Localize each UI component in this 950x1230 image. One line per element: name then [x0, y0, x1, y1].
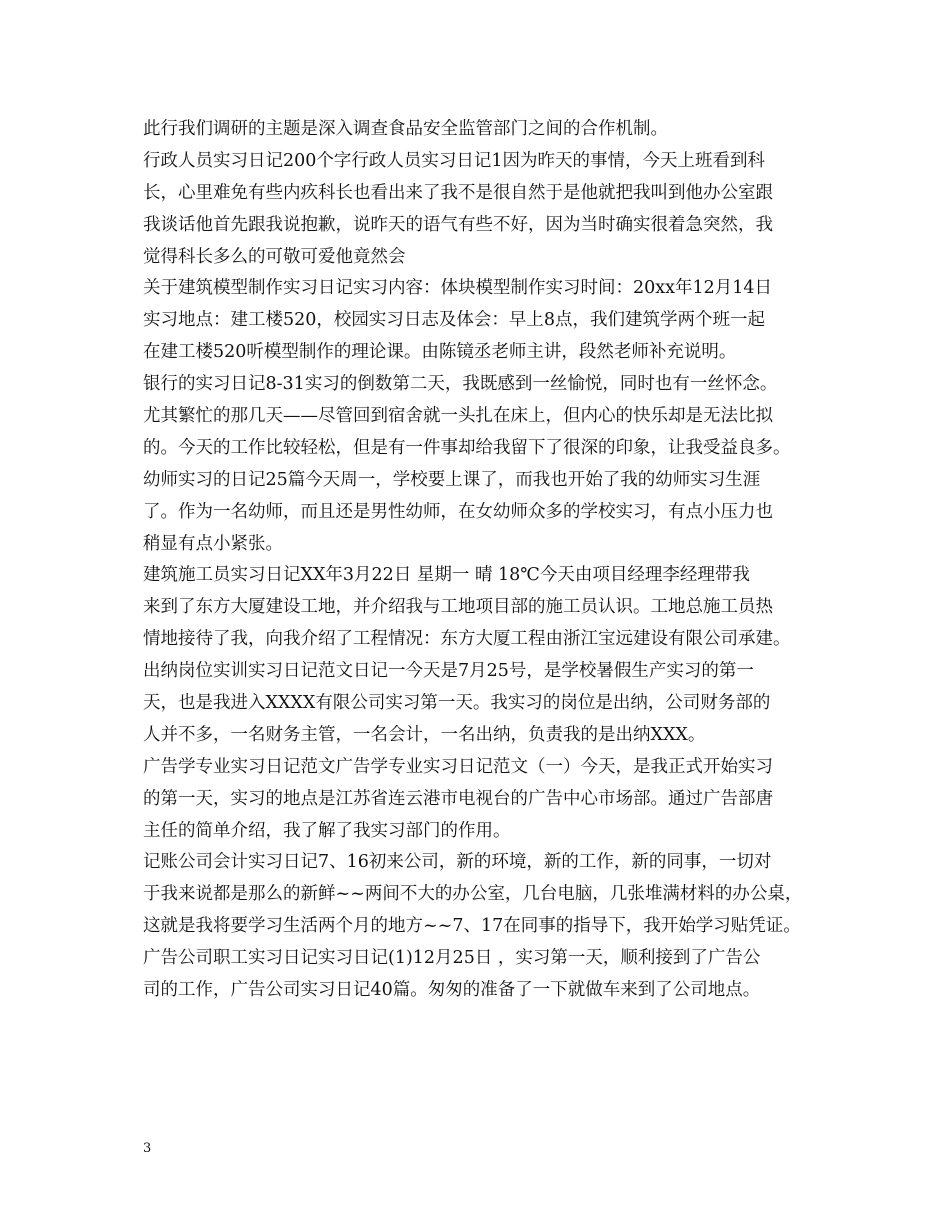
text-line: 关于建筑模型制作实习日记实习内容：体块模型制作实习时间：20xx年12月14日 — [143, 278, 773, 299]
text-line: 来到了东方大厦建设工地，并介绍我与工地项目部的施工员认识。工地总施工员热 — [143, 597, 773, 618]
text-line: 建筑施工员实习日记XX年3月22日 星期一 晴 18℃今天由项目经理李经理带我 — [143, 565, 750, 586]
text-line: 人并不多，一名财务主管，一名会计，一名出纳，负责我的是出纳XXX。 — [143, 724, 706, 745]
text-line: 行政人员实习日记200个字行政人员实习日记1因为昨天的事情，今天上班看到科 — [143, 150, 766, 171]
text-line: 了。作为一名幼师，而且还是男性幼师，在女幼师众多的学校实习，有点小压力也 — [143, 501, 773, 522]
text-line: 的第一天，实习的地点是江苏省连云港市电视台的广告中心市场部。通过广告部唐 — [143, 788, 773, 809]
text-line: 司的工作，广告公司实习日记40篇。匆匆的准备了一下就做车来到了公司地点。 — [143, 980, 761, 1001]
text-line: 在建工楼520听模型制作的理论课。由陈镜丞老师主讲，段然老师补充说明。 — [143, 342, 737, 363]
text-line: 觉得科长多么的可敬可爱他竟然会 — [143, 246, 406, 267]
text-line: 主任的简单介绍，我了解了我实习部门的作用。 — [143, 820, 511, 841]
text-line: 广告学专业实习日记范文广告学专业实习日记范文（一）今天，是我正式开始实习 — [143, 756, 773, 777]
text-line: 这就是我将要学习生活两个月的地方~~7、17在同事的指导下，我开始学习贴凭证。 — [143, 916, 801, 937]
text-line: 于我来说都是那么的新鲜~~两间不大的办公室，几台电脑，几张堆满材料的办公桌， — [143, 884, 803, 905]
text-line: 情地接待了我，向我介绍了工程情况：东方大厦工程由浙江宝远建设有限公司承建。 — [143, 629, 791, 650]
text-line: 此行我们调研的主题是深入调查食品安全监管部门之间的合作机制。 — [143, 119, 668, 139]
text-line: 尤其繁忙的那几天——尽管回到宿舍就一头扎在床上，但内心的快乐却是无法比拟 — [143, 406, 773, 427]
text-line: 长，心里难免有些内疚科长也看出来了我不是很自然于是他就把我叫到他办公室跟 — [143, 182, 773, 203]
text-line: 广告公司职工实习日记实习日记(1)12月25日 ，实习第一天，顺利接到了广告公 — [143, 948, 761, 969]
text-line: 我谈话他首先跟我说抱歉，说昨天的语气有些不好，因为当时确实很着急突然，我 — [143, 214, 773, 235]
body-text — [143, 114, 815, 1007]
text-line: 实习地点：建工楼520，校园实习日志及体会：早上8点，我们建筑学两个班一起 — [143, 310, 766, 331]
text-line: 银行的实习日记8-31实习的倒数第二天，我既感到一丝愉悦，同时也有一丝怀念。 — [143, 374, 778, 395]
text-line: 幼师实习的日记25篇今天周一，学校要上课了，而我也开始了我的幼师实习生涯 — [143, 469, 761, 490]
text-line: 记账公司会计实习日记7、16初来公司，新的环境，新的工作，新的同事，一切对 — [143, 852, 772, 873]
text-line: 天，也是我进入XXXX有限公司实习第一天。我实习的岗位是出纳，公司财务部的 — [143, 693, 771, 714]
text-line: 的。今天的工作比较轻松，但是有一件事却给我留下了很深的印象，让我受益良多。 — [143, 437, 791, 458]
page-number: 3 — [143, 1141, 152, 1156]
text-line: 稍显有点小紧张。 — [143, 533, 283, 554]
text-line: 出纳岗位实训实习日记范文日记一今天是7月25号，是学校暑假生产实习的第一 — [143, 661, 754, 682]
